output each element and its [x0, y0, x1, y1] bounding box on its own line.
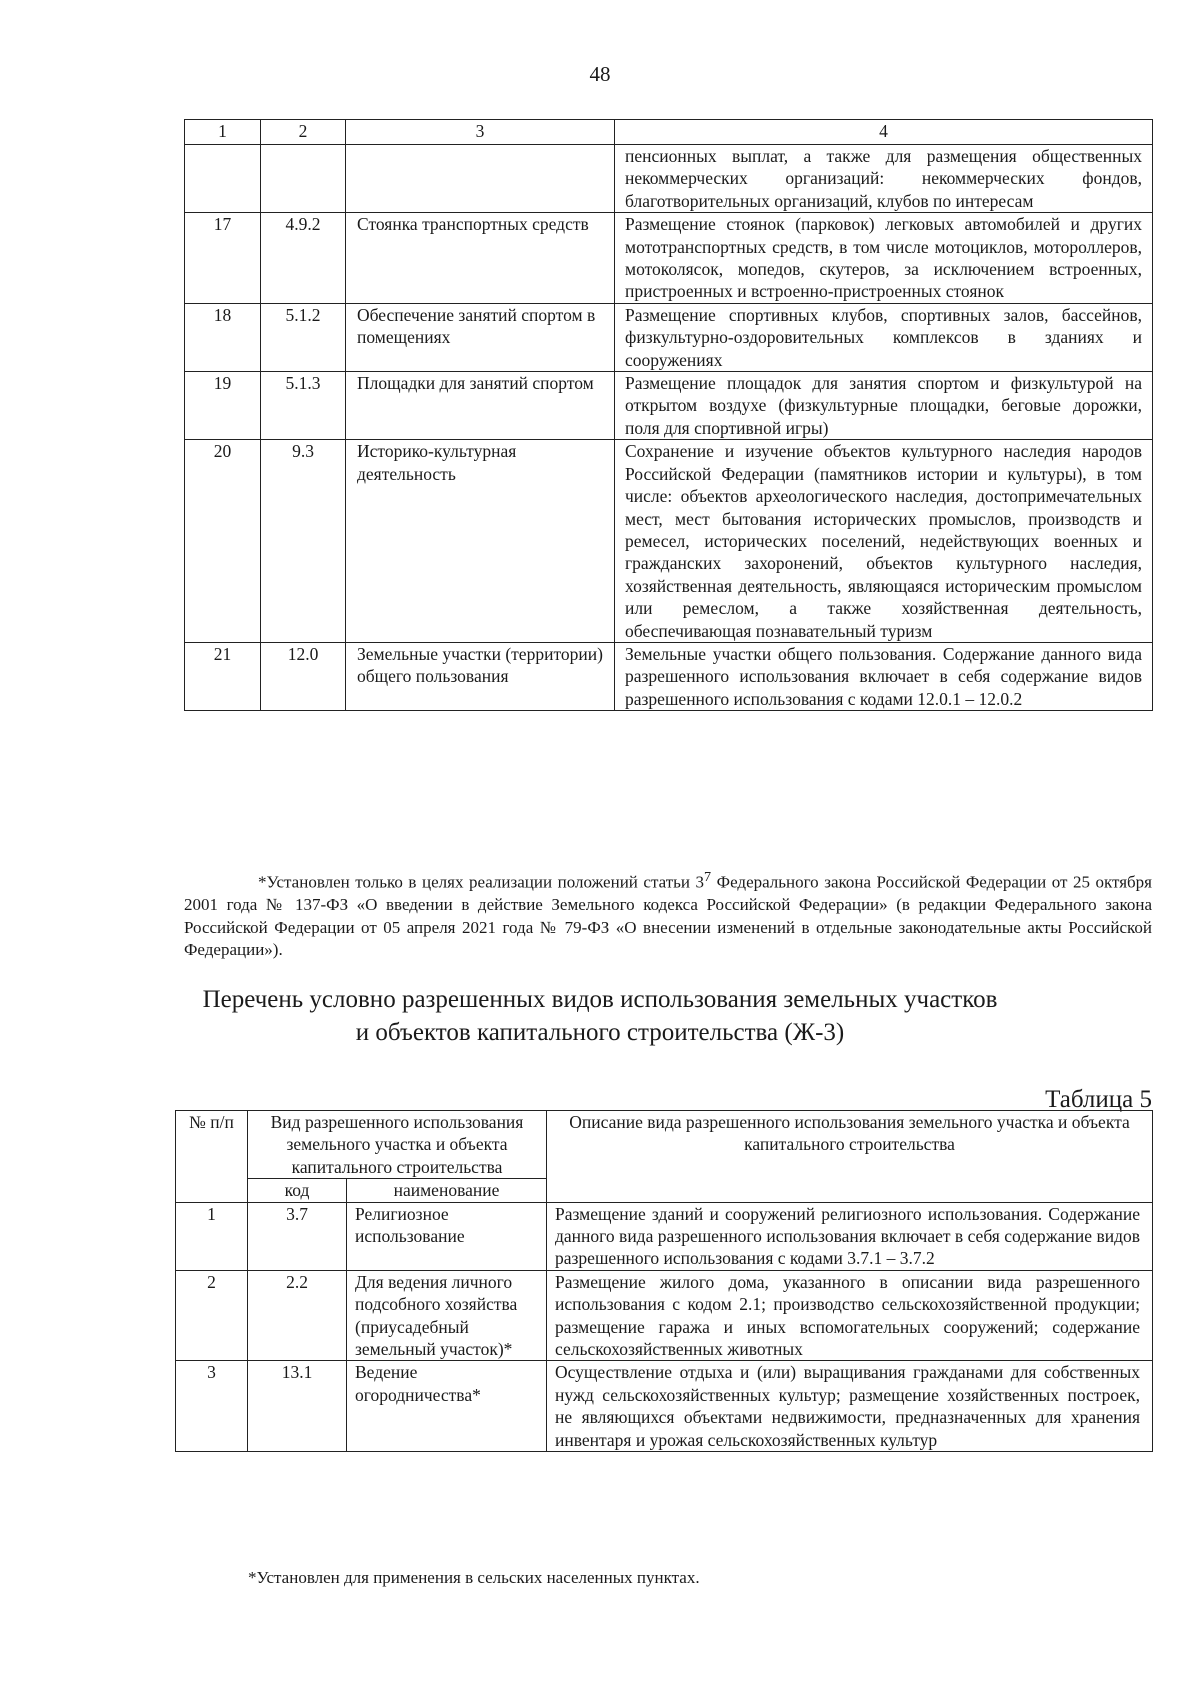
- table-caption: Таблица 5: [1045, 1086, 1152, 1113]
- row-number: [185, 145, 261, 213]
- column-number-row: [185, 120, 1153, 145]
- use-name: [346, 145, 615, 213]
- table-row: [185, 303, 1153, 371]
- use-name: Ведение огородничества*: [347, 1361, 547, 1452]
- use-code: 4.9.2: [261, 213, 346, 304]
- column-number-1: 1: [185, 120, 261, 145]
- use-name: Религиозное использование: [347, 1202, 547, 1270]
- row-number: 17: [185, 213, 261, 304]
- use-name: Для ведения личного подсобного хозяйства (приусадебный земельный участок)*: [347, 1270, 547, 1361]
- footnote-text-end: Федерального закона Российской Федерации от 25 октября 2001 года № 137-ФЗ «О введении в действие Земельного кодекса Российской Федерации» (в редакции Федерального закона Российской Федерации от 05 апреля 2021 года № 79-ФЗ «О внесении изменений в отдельные законодательные акты Российской Федерации»).: [184, 872, 1153, 960]
- row-number: 20: [185, 440, 261, 643]
- use-description: Земельные участки общего пользования. Содержание данного вида разрешенного использования включает в себя содержание видов разрешенного использования с кодами 12.0.1 – 12.0.2: [615, 642, 1153, 710]
- row-number: 1: [176, 1202, 248, 1270]
- table-header-row: [176, 1111, 1153, 1179]
- section-title-line-2: и объектов капитального строительства (Ж-3): [355, 1019, 845, 1046]
- table-row: [185, 213, 1153, 304]
- use-code: 5.1.2: [261, 303, 346, 371]
- use-code: 12.0: [261, 642, 346, 710]
- use-description: Размещение стоянок (парковок) легковых автомобилей и других мототранспортных средств, в том числе мотоциклов, мотороллеров, мотоколясок, мопедов, скутеров, за исключением встроенных, пристроенных и встроенно-пристроенных стоянок: [615, 213, 1153, 304]
- header-use-description: Описание вида разрешенного использования земельного участка и объекта капитального строительства: [547, 1111, 1153, 1203]
- header-use-kind: Вид разрешенного использования земельного участка и объекта капитального строительства: [248, 1111, 547, 1179]
- footnote-text-start: *Установлен только в целях реализации положений статьи 3: [258, 872, 705, 892]
- row-number: 3: [176, 1361, 248, 1452]
- table-row: [176, 1270, 1153, 1361]
- row-number: 19: [185, 372, 261, 440]
- column-number-2: 2: [261, 120, 346, 145]
- row-number: 2: [176, 1270, 248, 1361]
- column-number-4: 4: [615, 120, 1153, 145]
- use-code: 3.7: [248, 1202, 347, 1270]
- row-number: 21: [185, 642, 261, 710]
- use-code: [261, 145, 346, 213]
- use-description: Осуществление отдыха и (или) выращивания гражданами для собственных нужд сельскохозяйственных культур; размещение хозяйственных построек, не являющихся объектами недвижимости, предназначенных для хранения инвентаря и урожая сельскохозяйственных культур: [547, 1361, 1153, 1452]
- footnote-federal-law: [184, 866, 1152, 962]
- footnote-rural: *Установлен для применения в сельских населенных пунктах.: [248, 1568, 700, 1587]
- table-row: [176, 1202, 1153, 1270]
- section-title: [0, 983, 1200, 1049]
- table-row: [185, 642, 1153, 710]
- use-description: Размещение площадок для занятия спортом и физкультурой на открытом воздухе (физкультурные площадки, беговые дорожки, поля для спортивной игры): [615, 372, 1153, 440]
- use-name: Земельные участки (территории) общего пользования: [346, 642, 615, 710]
- use-name: Обеспечение занятий спортом в помещениях: [346, 303, 615, 371]
- table-row: [185, 145, 1153, 213]
- use-code: 2.2: [248, 1270, 347, 1361]
- header-name: наименование: [347, 1179, 547, 1202]
- table-row: [176, 1361, 1153, 1452]
- use-description: пенсионных выплат, а также для размещения общественных некоммерческих организаций: некоммерческих фондов, благотворительных организаций, клубов по интересам: [615, 145, 1153, 213]
- use-name: Историко-культурная деятельность: [346, 440, 615, 643]
- header-row-number: № п/п: [176, 1111, 248, 1203]
- use-name: Площадки для занятий спортом: [346, 372, 615, 440]
- column-number-3: 3: [346, 120, 615, 145]
- land-use-table-continued: [184, 119, 1153, 711]
- page-number: 48: [589, 62, 611, 86]
- row-number: 18: [185, 303, 261, 371]
- header-code: код: [248, 1179, 347, 1202]
- use-code: 5.1.3: [261, 372, 346, 440]
- section-title-line-1: Перечень условно разрешенных видов использования земельных участков: [202, 986, 998, 1013]
- footnote-superscript: 7: [704, 869, 712, 885]
- use-name: Стоянка транспортных средств: [346, 213, 615, 304]
- use-code: 9.3: [261, 440, 346, 643]
- table-row: [185, 372, 1153, 440]
- use-description: Размещение зданий и сооружений религиозного использования. Содержание данного вида разрешенного использования включает в себя содержание видов разрешенного использования с кодами 3.7.1 – 3.7.2: [547, 1202, 1153, 1270]
- use-description: Размещение жилого дома, указанного в описании вида разрешенного использования с кодом 2.1; производство сельскохозяйственной продукции; размещение гаража и иных вспомогательных сооружений; содержание сельскохозяйственных животных: [547, 1270, 1153, 1361]
- use-description: Размещение спортивных клубов, спортивных залов, бассейнов, физкультурно-оздоровительных комплексов в зданиях и сооружениях: [615, 303, 1153, 371]
- use-code: 13.1: [248, 1361, 347, 1452]
- table-row: [185, 440, 1153, 643]
- use-description: Сохранение и изучение объектов культурного наследия народов Российской Федерации (памятников истории и культуры), в том числе: объектов археологического наследия, достопримечательных мест, мест бытования исторических промыслов, производств и ремесел, исторических поселений, недействующих военных и гражданских захоронений, объектов культурного наследия, хозяйственная деятельность, являющаяся историческим промыслом или ремеслом, а также хозяйственная деятельность, обеспечивающая познавательный туризм: [615, 440, 1153, 643]
- conditional-uses-table: [175, 1110, 1153, 1452]
